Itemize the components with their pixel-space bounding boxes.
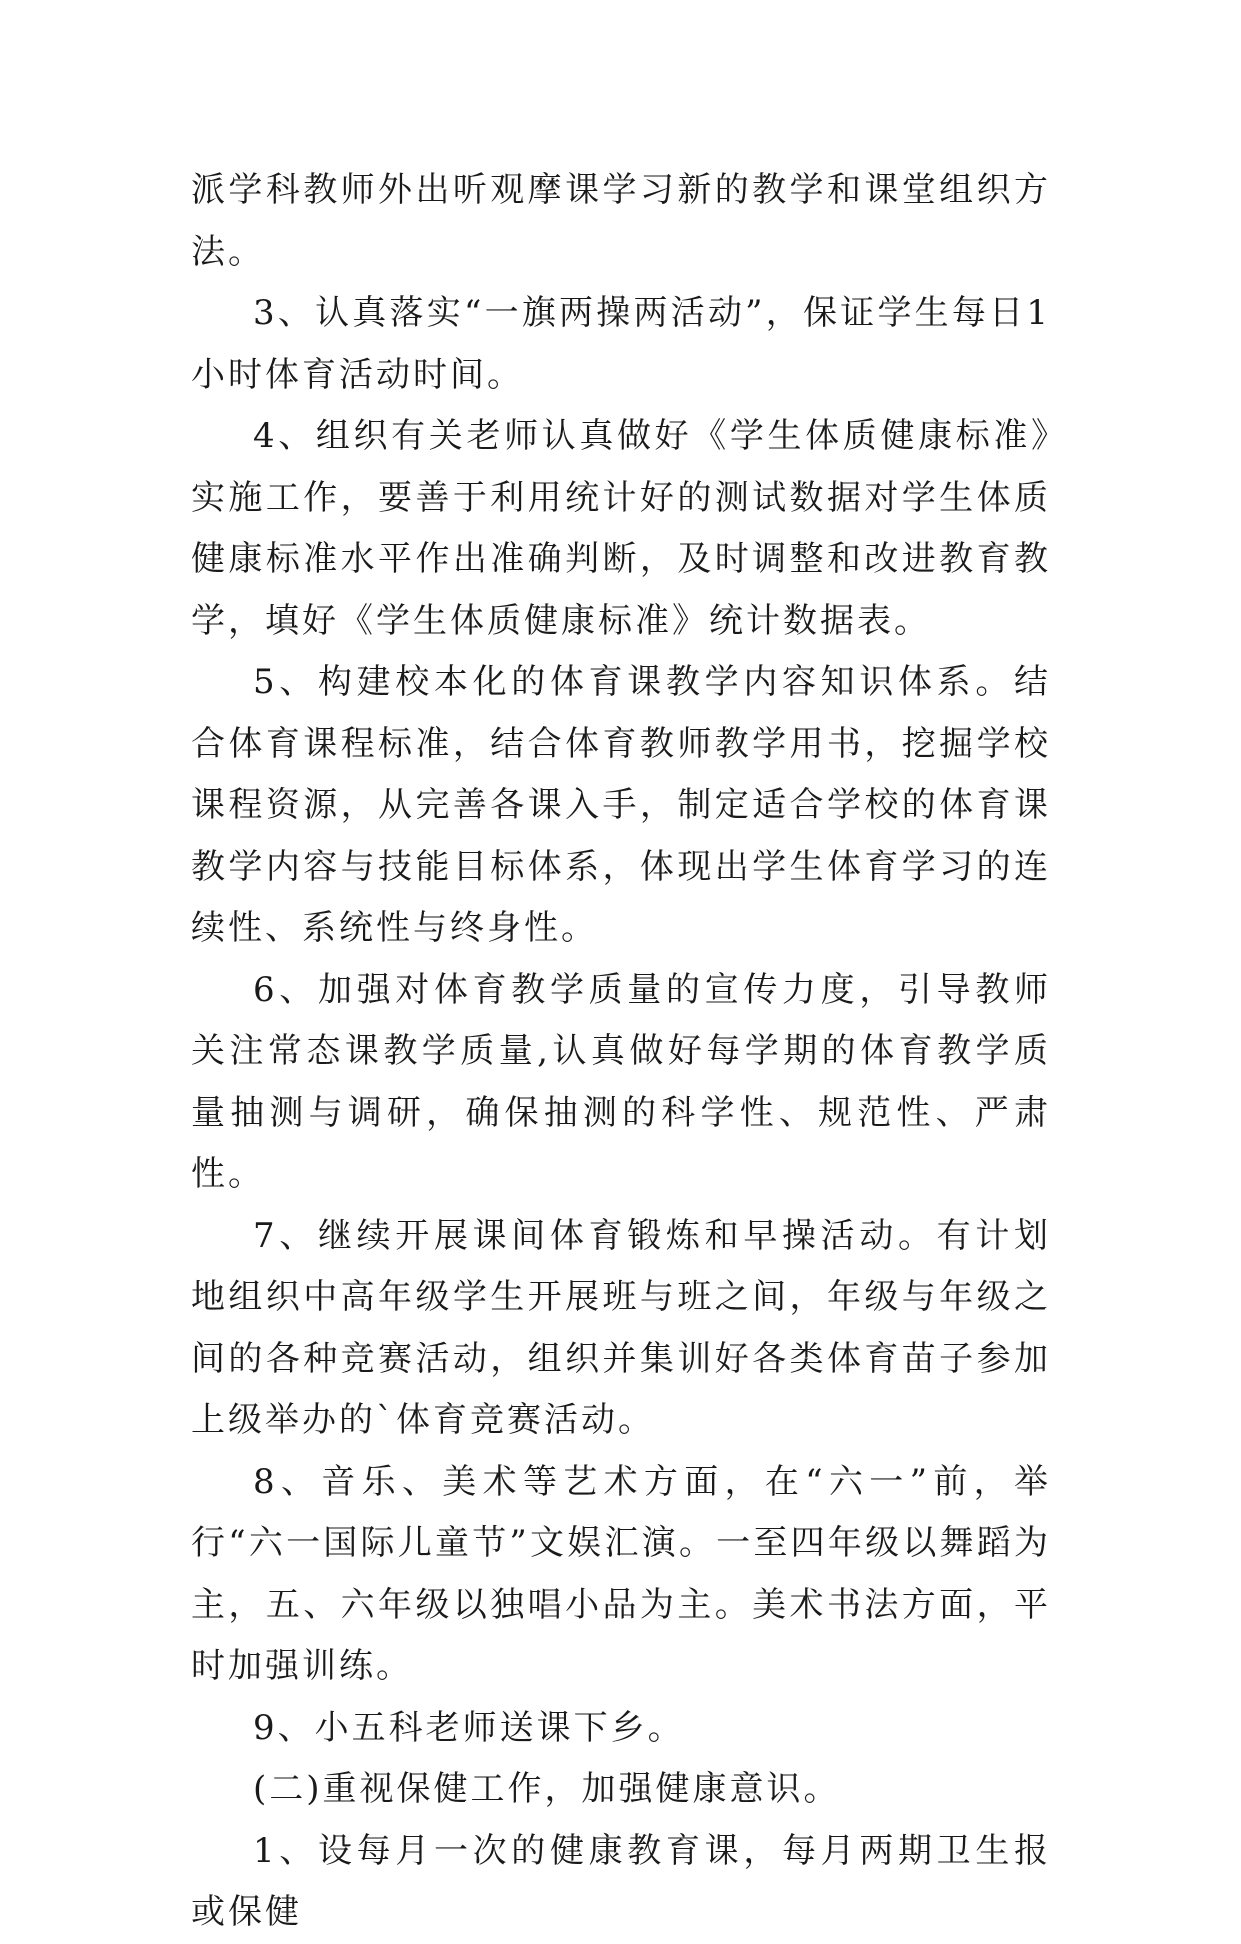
section-heading: (二)重视保健工作，加强健康意识。	[253, 1769, 841, 1809]
paragraph-item-8: 8、音乐、美术等艺术方面，在“六一”前，举行“六一国际儿童节”文娱汇演。一至四年级以舞蹈为主，五、六年级以独唱小品为主。美术书法方面，平时加强训练。	[191, 1461, 1051, 1686]
paragraph-item-7: 7、继续开展课间体育锻炼和早操活动。有计划地组织中高年级学生开展班与班之间，年级与年级之间的各种竞赛活动，组织并集训好各类体育苗子参加上级举办的`体育竞赛活动。	[191, 1215, 1051, 1440]
body-text	[191, 160, 1051, 1944]
paragraph-item-6: 6、加强对体育教学质量的宣传力度，引导教师关注常态课教学质量,认真做好每学期的体育教学质量抽测与调研，确保抽测的科学性、规范性、严肃性。	[191, 969, 1051, 1194]
paragraph-continuation: 派学科教师外出听观摩课学习新的教学和课堂组织方法。	[191, 170, 1051, 272]
paragraph-item-4: 4、组织有关老师认真做好《学生体质健康标准》实施工作，要善于利用统计好的测试数据对学生体质健康标准水平作出准确判断，及时调整和改进教育教学，填好《学生体质健康标准》统计数据表。	[191, 416, 1051, 641]
paragraph-item-9: 9、小五科老师送课下乡。	[253, 1707, 685, 1748]
paragraph-item-3: 3、认真落实“一旗两操两活动”，保证学生每日1小时体育活动时间。	[191, 293, 1051, 395]
paragraph-subitem-1: 1、设每月一次的健康教育课，每月两期卫生报或保健	[191, 1830, 1051, 1932]
paragraph-item-5: 5、构建校本化的体育课教学内容知识体系。结合体育课程标准，结合体育教师教学用书，挖掘学校课程资源，从完善各课入手，制定适合学校的体育课教学内容与技能目标体系，体现出学生体育学习的连续性、系统性与终身性。	[191, 662, 1051, 948]
